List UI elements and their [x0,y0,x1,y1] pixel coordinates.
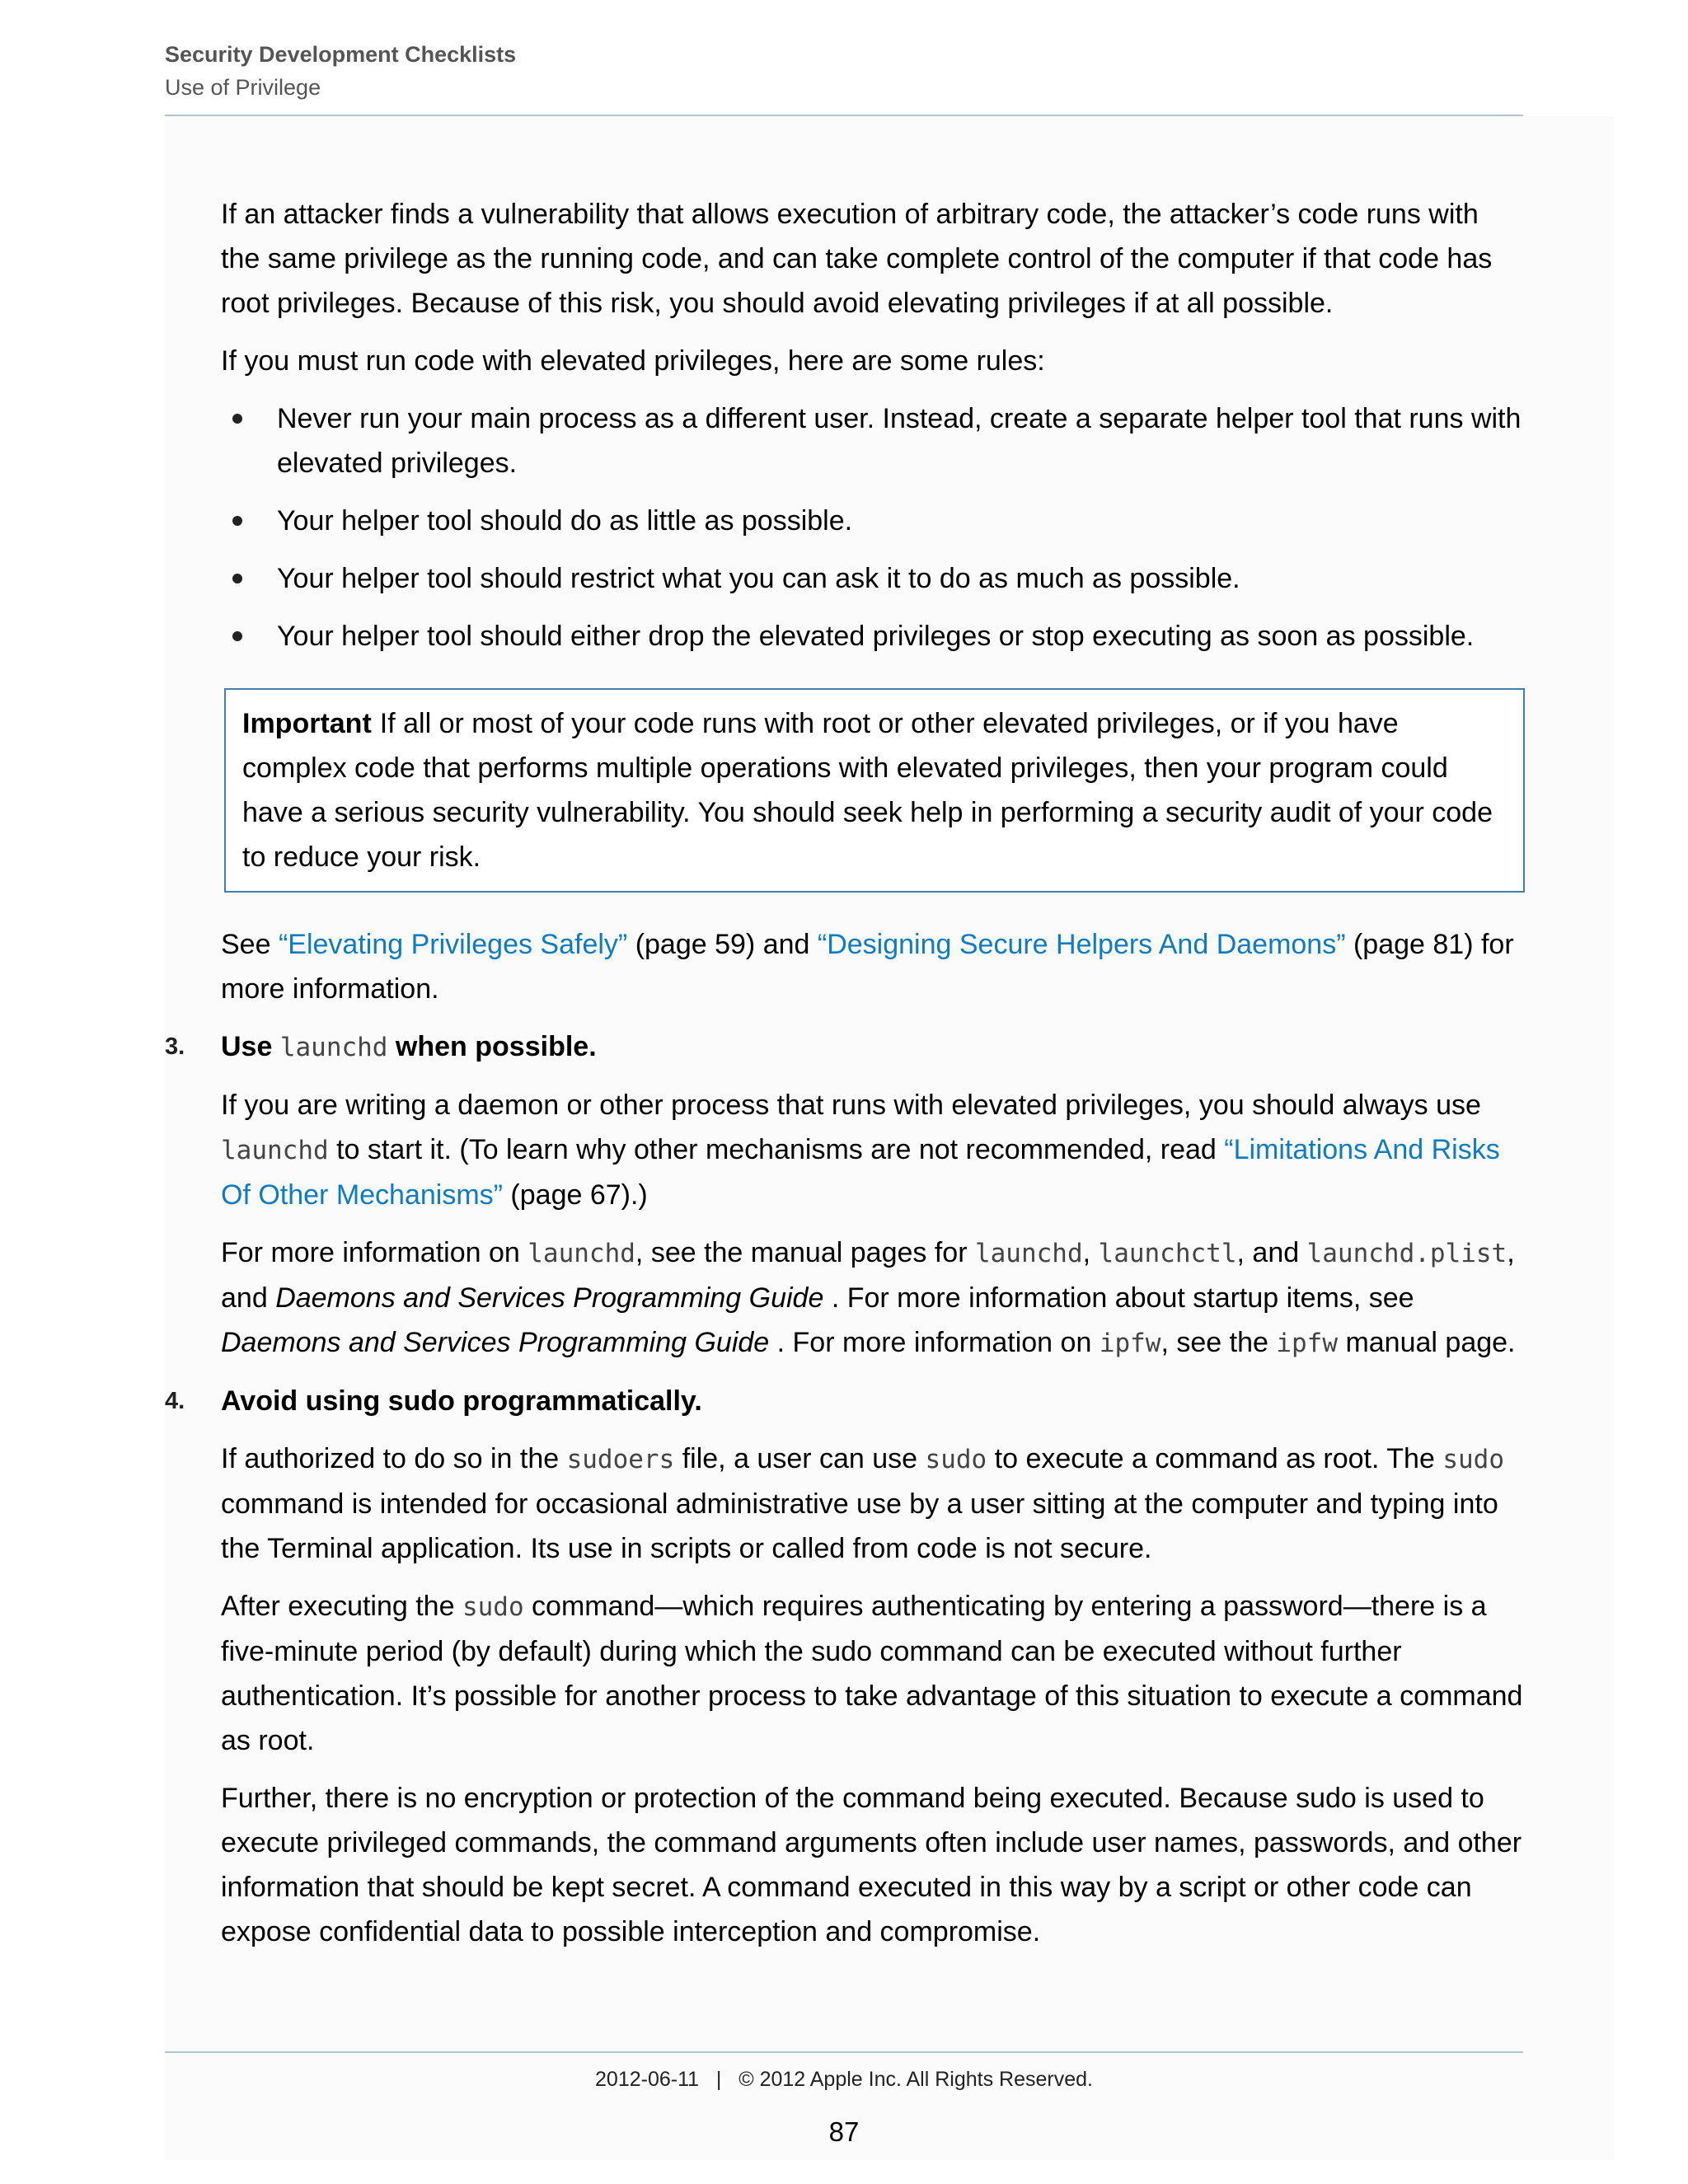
step-4-paragraph-2 [221,1584,1525,1763]
text-run: For more information on [221,1237,528,1268]
text-run: . For more information about startup items, see [823,1282,1414,1314]
list-item [221,614,1525,658]
code-ipfw: ipfw [1099,1329,1161,1358]
text-run: (page 67).) [502,1179,648,1211]
step-3-paragraph-2 [221,1230,1525,1366]
list-item [221,499,1525,543]
list-item [221,556,1525,601]
code-launchctl: launchctl [1098,1239,1237,1268]
list-item-text: Your helper tool should either drop the elevated privileges or stop executing as soon as possible. [277,621,1475,652]
code-launchd-plist: launchd.plist [1306,1239,1507,1268]
code-sudoers: sudoers [566,1445,675,1474]
link-designing-secure-helpers[interactable]: “Designing Secure Helpers And Daemons” [817,929,1346,960]
text-run: If authorized to do so in the [221,1443,567,1474]
step-title-code: launchd [279,1033,388,1062]
see-also-paragraph [221,922,1525,1011]
text-run: If you are writing a daemon or other process that runs with elevated privileges, you should always use [221,1090,1481,1121]
text-run: manual page. [1338,1327,1516,1358]
code-sudo: sudo [1442,1445,1504,1474]
text-run: , [1082,1237,1099,1268]
link-elevating-privileges-safely[interactable]: “Elevating Privileges Safely” [278,929,628,960]
text-run: file, a user can use [674,1443,926,1474]
bullet-icon [232,631,242,641]
step-4-paragraph-3: Further, there is no encryption or protection of the command being executed. Because sudo is used to execute privileged commands, the command arguments often include user names, passwords, and other information that should be kept secret. A command executed in this way by a script or other code can expose confidential data to possible interception and compromise. [221,1783,1522,1947]
step-number: 4. [165,1388,185,1414]
important-text: If all or most of your code runs with root or other elevated privileges, or if you have complex code that performs multiple operations with elevated privileges, then your program could have a serious security vulnerability. You should seek help in performing a security audit of your code to reduce your risk. [242,708,1493,873]
list-item-text: Your helper tool should restrict what you can ask it to do as much as possible. [277,563,1240,594]
see-also-prefix: See [221,929,279,960]
book-title: Daemons and Services Programming Guide [275,1282,824,1314]
step-3-heading [165,1024,1525,1070]
text-run: , and [1236,1237,1307,1268]
page-number: 87 [828,2116,860,2147]
bullet-icon [232,516,242,526]
text-run: to execute a command as root. The [987,1443,1443,1474]
link-limitations-and-risks[interactable]: “Limitations And Risks Of Other Mechanisms” [221,1134,1500,1211]
code-launchd: launchd [974,1239,1083,1268]
bullet-icon [232,414,242,424]
code-launchd: launchd [221,1136,329,1165]
step-title: Avoid using sudo programmatically. [221,1385,702,1417]
footer-divider [165,2051,1523,2053]
text-run: , see the manual pages for [635,1237,975,1268]
text-run: to start it. (To learn why other mechanisms are not recommended, read [328,1134,1225,1165]
important-label: Important [242,708,372,739]
step-3-paragraph-1 [221,1083,1525,1217]
code-launchd: launchd [528,1239,635,1268]
text-run: . For more information on [769,1327,1100,1358]
list-item-text: Never run your main process as a different user. Instead, create a separate helper tool that runs with elevated privileges. [277,403,1522,479]
important-callout [224,688,1525,893]
step-number: 3. [165,1033,185,1060]
text-run: , see the [1160,1327,1277,1358]
text-run: command is intended for occasional administrative use by a user sitting at the computer and typing into the Terminal application. Its use in scripts or called from code is not secure. [221,1488,1498,1564]
list-item [221,396,1525,485]
rules-intro: If you must run code with elevated privileges, here are some rules: [221,345,1045,377]
step-title-pre: Use [221,1031,280,1062]
book-title: Daemons and Services Programming Guide [221,1327,770,1358]
text-run: , and [221,1237,1515,1314]
see-also-mid: (page 59) and [627,929,818,960]
see-also-suffix: (page 81) for more information. [221,929,1514,1005]
rules-list [221,396,1525,658]
step-4-heading [165,1379,1525,1423]
section-title: Use of Privilege [165,75,321,100]
list-item-text: Your helper tool should do as little as possible. [277,505,853,537]
step-title-post: when possible. [387,1031,597,1062]
step-4-paragraph-1 [221,1436,1525,1571]
text-run: After executing the [221,1591,462,1622]
code-sudo: sudo [925,1445,987,1474]
document-title: Security Development Checklists [165,42,517,67]
text-run: command—which requires authenticating by entering a password—there is a five-minute period (by default) during which the sudo command can be executed without further authentication. It’s possible for another process to take advantage of this situation to execute a command as root. [221,1591,1523,1756]
code-sudo: sudo [462,1592,524,1622]
footer-copyright: 2012-06-11 | © 2012 Apple Inc. All Rights Reserved. [595,2068,1093,2091]
main-content [165,192,1525,1967]
bullet-icon [232,574,242,583]
intro-paragraph: If an attacker finds a vulnerability that allows execution of arbitrary code, the attacker’s code runs with the same privilege as the running code, and can take complete control of the computer if that code has root privileges. Because of this risk, you should avoid elevating privileges if at all possible. [221,199,1493,319]
page-header [165,38,1523,104]
code-ipfw: ipfw [1276,1329,1338,1358]
